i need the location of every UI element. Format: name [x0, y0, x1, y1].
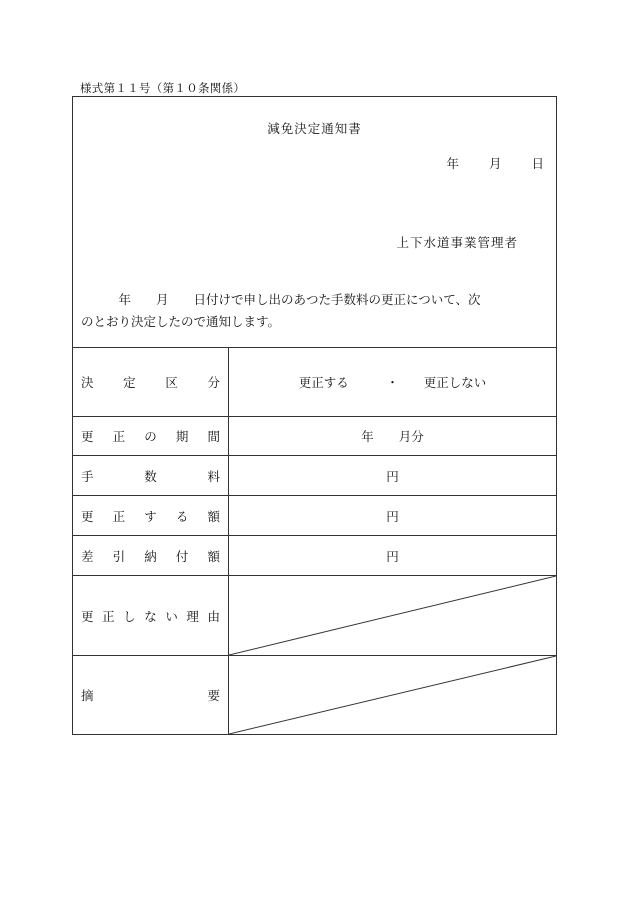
diagonal-strike-line — [229, 576, 556, 655]
row-label-text — [81, 547, 220, 565]
label-char: 定 — [123, 375, 136, 390]
notice-form — [72, 96, 557, 735]
label-char: 更 — [81, 429, 94, 444]
corrected-amount-value[interactable] — [229, 496, 556, 535]
label-char: 分 — [207, 375, 220, 390]
label-char: 額 — [207, 548, 220, 564]
table-row-remarks — [73, 655, 556, 734]
row-label — [73, 348, 229, 416]
label-char: 摘 — [81, 688, 94, 703]
row-label-text — [81, 467, 220, 485]
fee-unit: 円 — [386, 468, 399, 484]
row-label-text — [81, 507, 220, 525]
issuer-title: 上下水道事業管理者 — [396, 235, 518, 250]
label-char: な — [144, 608, 157, 624]
table-row-fee — [73, 455, 556, 495]
label-char: 要 — [207, 688, 220, 703]
date-month: 月 — [488, 156, 502, 171]
form-title: 減免決定通知書 — [267, 121, 362, 136]
table-row-net-payment — [73, 535, 556, 575]
notice-body-line-1: 年 月 日付けで申し出のあつた手数料の更正について、次 — [81, 292, 481, 307]
notice-body — [81, 289, 548, 333]
label-char: 額 — [207, 508, 220, 524]
correction-period-value[interactable] — [229, 417, 556, 455]
label-char: 付 — [175, 548, 189, 564]
row-label-text — [81, 686, 220, 704]
row-label-text — [81, 607, 220, 625]
label-char: 手 — [81, 468, 94, 484]
label-char: 差 — [81, 548, 94, 564]
label-char: る — [175, 508, 189, 524]
label-char: の — [144, 429, 157, 444]
table-row-correction-period — [73, 416, 556, 455]
decision-type-options: 更正する ・ 更正しない — [298, 375, 487, 390]
date-year: 年 — [446, 156, 459, 171]
label-char: 正 — [112, 429, 126, 444]
label-char: 決 — [81, 375, 94, 390]
label-char: 間 — [207, 429, 220, 444]
label-char: 更 — [81, 608, 94, 624]
label-char: 正 — [102, 608, 115, 624]
label-char: 正 — [112, 508, 126, 524]
row-label — [73, 456, 229, 495]
remarks-value[interactable] — [229, 656, 556, 734]
label-char: し — [123, 608, 136, 624]
row-label — [73, 536, 229, 575]
label-char: 納 — [144, 548, 157, 564]
decision-table — [73, 347, 556, 734]
no-correction-reason-value[interactable] — [229, 576, 556, 655]
date-day: 日 — [531, 156, 544, 171]
label-char: 更 — [81, 508, 94, 524]
label-char: 料 — [207, 468, 220, 484]
label-char: い — [165, 608, 178, 624]
row-label — [73, 417, 229, 455]
decision-type-value[interactable] — [229, 348, 556, 416]
table-row-decision-type — [73, 347, 556, 416]
label-char: す — [144, 508, 157, 524]
label-char: 引 — [112, 548, 126, 564]
row-label-text — [81, 373, 220, 391]
form-header — [73, 97, 556, 347]
row-label-text — [81, 427, 220, 445]
label-char: 期 — [175, 429, 189, 444]
label-char: 理 — [186, 608, 199, 624]
table-row-no-correction-reason — [73, 575, 556, 655]
row-label — [73, 576, 229, 655]
table-row-corrected-amount — [73, 495, 556, 535]
diagonal-strike-line — [229, 656, 556, 734]
row-label — [73, 496, 229, 535]
form-caption: 様式第１１号（第１０条関係） — [80, 81, 246, 95]
notice-body-line-2: のとおり決定したので通知します。 — [81, 314, 281, 329]
label-char: 由 — [207, 608, 220, 624]
row-label — [73, 656, 229, 734]
corrected-amount-unit: 円 — [386, 508, 399, 524]
net-payment-unit: 円 — [386, 548, 399, 564]
net-payment-value[interactable] — [229, 536, 556, 575]
correction-period-text: 年 月分 — [361, 429, 424, 444]
date-line — [446, 154, 544, 172]
fee-value[interactable] — [229, 456, 556, 495]
label-char: 区 — [165, 375, 178, 390]
label-char: 数 — [144, 468, 157, 484]
